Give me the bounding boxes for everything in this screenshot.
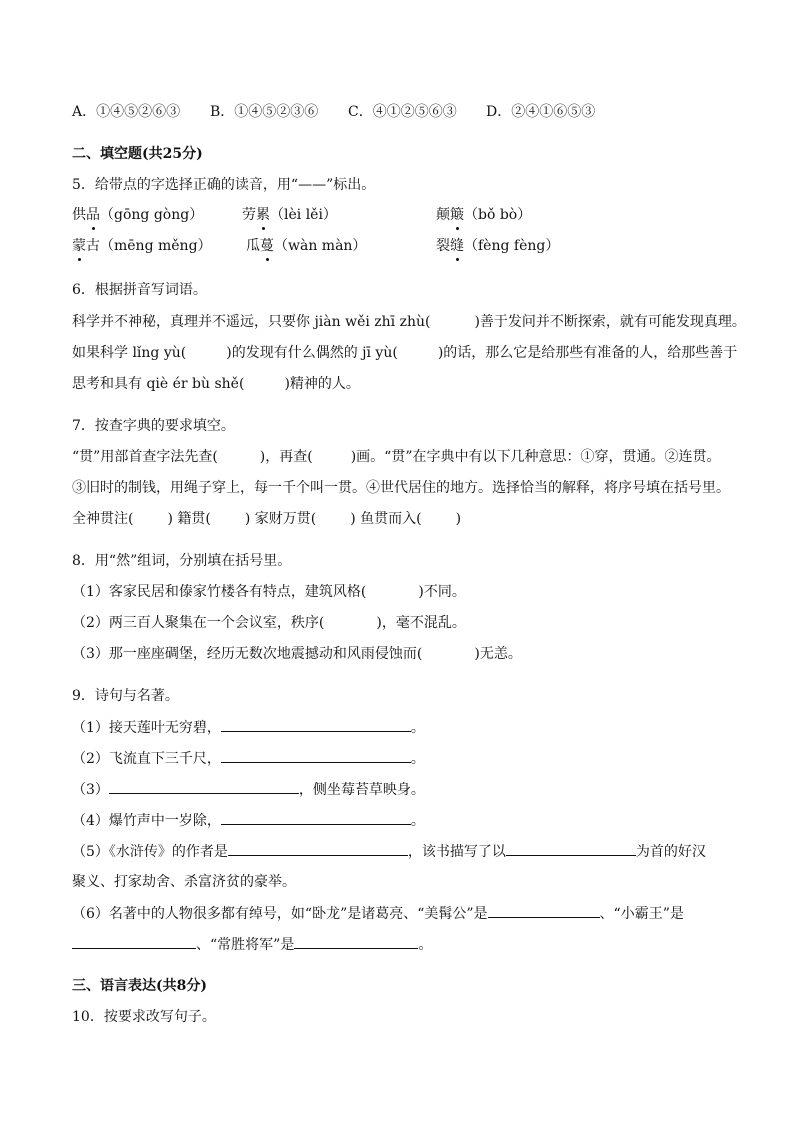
question-5-stem: 5．给带点的字选择正确的读音，用“——”标出。 bbox=[72, 177, 376, 193]
q8-item-1 bbox=[72, 582, 466, 602]
q8-text: )无恙。 bbox=[474, 646, 522, 662]
q9-answer-line-4[interactable] bbox=[221, 810, 411, 825]
option-c: C．④①②⑤⑥③ bbox=[348, 104, 457, 120]
q9-answer-author[interactable] bbox=[228, 841, 408, 856]
q5-char: 供 bbox=[72, 207, 86, 223]
q5-item-4 bbox=[72, 236, 212, 256]
q6-line-1 bbox=[72, 312, 746, 332]
q7-line-2: ③旧时的制钱，用绳子穿上，每一千个叫一贯。④世代居住的地方。选择恰当的解释，将序号填在括号里。 bbox=[72, 480, 730, 496]
question-6-stem: 6．根据拼音写词语。 bbox=[72, 282, 207, 298]
q6-text: )善于发问并不断探索，就有可能发现真理。 bbox=[474, 314, 746, 330]
q7-text: ) bbox=[455, 511, 462, 527]
q7-text: ) 籍贯( bbox=[167, 511, 211, 527]
option-a: A．①④⑤②⑥③ bbox=[72, 104, 181, 120]
q6-text: )的话，那么它是给那些有准备的人，给那些善于 bbox=[437, 345, 738, 361]
q5-char: 颠 bbox=[436, 207, 450, 223]
q9-text: ，该书描写了以 bbox=[407, 844, 506, 860]
q9-text: （4）爆竹声中一岁除， bbox=[72, 813, 221, 829]
section-title-fill-blank: 二、填空题(共25分) bbox=[72, 146, 203, 162]
q8-text: )，毫不混乱。 bbox=[376, 615, 466, 631]
q6-line-2 bbox=[72, 343, 737, 363]
q6-line-3 bbox=[72, 374, 360, 394]
q9-text: 。 bbox=[410, 720, 425, 736]
q5-pinyin-choice: （lèi lěi） bbox=[270, 207, 337, 223]
q5-pinyin-choice: （fèng fèng） bbox=[464, 238, 560, 254]
q5-char: 古 bbox=[86, 238, 100, 254]
q9-text: （5）《水浒传》的作者是 bbox=[72, 844, 228, 860]
q8-text: （2）两三百人聚集在一个会议室，秩序( bbox=[72, 615, 325, 631]
q6-text: 如果科学 lǐng yù( bbox=[72, 345, 187, 361]
q9-item-5-cont: 聚义、打家劫舍、杀富济贫的豪举。 bbox=[72, 874, 296, 890]
q5-char: 瓜 bbox=[246, 238, 260, 254]
q9-answer-line-1[interactable] bbox=[221, 717, 411, 732]
q7-text: ) 家财万贯( bbox=[244, 511, 317, 527]
q7-text: ) 鱼贯而入( bbox=[350, 511, 422, 527]
q5-dotted-char: 蔓 bbox=[260, 238, 274, 254]
q8-text: （1）客家民居和傣家竹楼各有特点，建筑风格( bbox=[72, 584, 367, 600]
q5-item-6 bbox=[436, 236, 559, 256]
q5-item-3 bbox=[436, 205, 531, 225]
q6-text: )的发现有什么偶然的 jī yù( bbox=[226, 345, 398, 361]
q8-item-3 bbox=[72, 644, 522, 664]
q9-answer-meiran[interactable] bbox=[488, 903, 600, 918]
q7-text: 全神贯注( bbox=[72, 511, 134, 527]
q7-text: “贯”用部首查字法先查( bbox=[72, 449, 218, 465]
q5-item-5 bbox=[246, 236, 366, 256]
q5-dotted-char: 簸 bbox=[450, 207, 464, 223]
q9-item-3 bbox=[72, 779, 425, 800]
q5-dotted-char: 蒙 bbox=[72, 238, 86, 254]
q9-text: 。 bbox=[418, 937, 433, 953]
q5-char: 劳 bbox=[242, 207, 256, 223]
question-10-stem: 10．按要求改写句子。 bbox=[72, 1009, 216, 1025]
q6-text: 科学并不神秘，真理并不遥远，只要你 jiàn wěi zhī zhù( bbox=[72, 314, 431, 330]
question-8-stem: 8．用“然”组词，分别填在括号里。 bbox=[72, 553, 292, 569]
q5-pinyin-choice: （wàn màn） bbox=[274, 238, 367, 254]
q9-text: （6）名著中的人物很多都有绰号，如“卧龙”是诸葛亮、“美髯公”是 bbox=[72, 906, 488, 922]
q5-char: 裂 bbox=[436, 238, 450, 254]
q9-text: （2）飞流直下三千尺， bbox=[72, 751, 221, 767]
q5-dotted-char: 缝 bbox=[450, 238, 464, 254]
q5-item-2 bbox=[242, 205, 337, 225]
q9-item-6-cont bbox=[72, 934, 432, 955]
q9-answer-line-3[interactable] bbox=[109, 779, 299, 794]
q9-answer-hero[interactable] bbox=[506, 841, 636, 856]
q5-dotted-char: 品 bbox=[86, 207, 100, 223]
q7-line-3 bbox=[72, 509, 461, 529]
question-7-stem: 7．按查字典的要求填空。 bbox=[72, 418, 235, 434]
q9-item-1 bbox=[72, 717, 425, 738]
q6-text: 思考和具有 qiè ér bù shě( bbox=[72, 376, 245, 392]
q5-item-1 bbox=[72, 205, 203, 225]
q8-text: （3）那一座座碉堡，经历无数次地震撼动和风雨侵蚀而( bbox=[72, 646, 423, 662]
q7-text: )画。“贯”在字典中有以下几种意思：①穿，贯通。②连贯。 bbox=[350, 449, 721, 465]
q5-pinyin-choice: （mēng měng） bbox=[100, 238, 212, 254]
q9-text: 为首的好汉 bbox=[635, 844, 706, 860]
question-9-stem: 9．诗句与名著。 bbox=[72, 688, 179, 704]
q9-answer-changsheng[interactable] bbox=[294, 934, 418, 949]
q9-text: ，侧坐莓苔草映身。 bbox=[298, 782, 425, 798]
q9-item-5 bbox=[72, 841, 706, 862]
q9-text: 、“常胜将军”是 bbox=[196, 937, 295, 953]
q9-answer-line-2[interactable] bbox=[221, 748, 411, 763]
q9-text: （3） bbox=[72, 782, 109, 798]
q9-text: 。 bbox=[410, 813, 425, 829]
q5-pinyin-choice: （gōng gòng） bbox=[100, 207, 204, 223]
q8-text: )不同。 bbox=[418, 584, 466, 600]
q7-line-1 bbox=[72, 447, 721, 467]
q9-text: （1）接天莲叶无穷碧， bbox=[72, 720, 221, 736]
q5-dotted-char: 累 bbox=[256, 207, 270, 223]
section-title-expression: 三、语言表达(共8分) bbox=[72, 978, 207, 994]
q7-text: )，再查( bbox=[259, 449, 313, 465]
q8-item-2 bbox=[72, 613, 466, 633]
q9-answer-xiaobawang[interactable] bbox=[72, 934, 196, 949]
q9-text: 。 bbox=[410, 751, 425, 767]
q9-text: 、“小霸王”是 bbox=[599, 906, 684, 922]
option-d: D．②④①⑥⑤③ bbox=[486, 104, 596, 120]
q5-pinyin-choice: （bǒ bò） bbox=[464, 207, 532, 223]
q9-item-6 bbox=[72, 903, 684, 924]
q9-item-4 bbox=[72, 810, 425, 831]
q6-text: )精神的人。 bbox=[284, 376, 360, 392]
q9-item-2 bbox=[72, 748, 425, 769]
option-b: B．①④⑤②③⑥ bbox=[210, 104, 319, 120]
